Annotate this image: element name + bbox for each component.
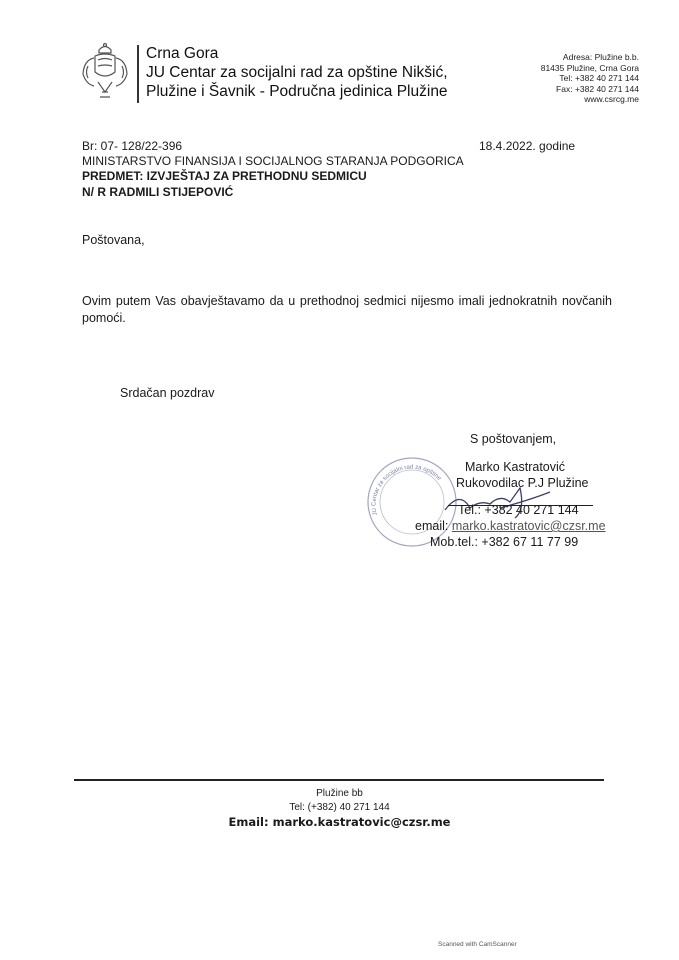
signatory-role: Rukovodilac P.J Plužine [456, 476, 589, 490]
footer [0, 787, 679, 829]
reference-number: Br: 07- 128/22-396 [82, 139, 183, 153]
organization-name: Crna Gora JU Centar za socijalni rad za opštine Nikšić, Plužine i Šavnik - Područna jedinica Plužine [146, 45, 448, 100]
coat-of-arms-icon [80, 42, 130, 102]
website-link[interactable]: www.csrcg.me [584, 94, 639, 104]
letterhead-divider [137, 45, 139, 103]
organization-address: Adresa: Plužine b.b. 81435 Plužine, Crna Gora Tel: +382 40 271 144 Fax: +382 40 271 144 www.csrcg.me [540, 52, 639, 104]
scanner-watermark: Scanned with CamScanner [438, 941, 517, 948]
footer-divider [74, 779, 604, 781]
document-date: 18.4.2022. godine [479, 139, 576, 153]
email-link[interactable]: marko.kastratovic@czsr.me [451, 519, 606, 533]
body-paragraph: Ovim putem Vas obavještavamo da u prethodnoj sedmici nijesmo imali jednokratnih novčanih pomoći. [82, 294, 612, 325]
salutation: Poštovana, [82, 233, 145, 247]
attention-line: N/ R RADMILI STIJEPOVIĆ [82, 185, 234, 199]
stamp-text: JU Centar za socijalni rad za opštine [371, 464, 442, 516]
regards-phrase: S poštovanjem, [470, 432, 557, 446]
subject-line: PREDMET: IZVJEŠTAJ ZA PRETHODNU SEDMICU [82, 169, 367, 183]
signatory-mobile: Mob.tel.: +382 67 11 77 99 [430, 535, 579, 549]
footer-phone: Tel: (+382) 40 271 144 [289, 802, 390, 813]
signatory-email: email: marko.kastratovic@czsr.me [415, 519, 606, 533]
footer-address: Plužine bb [316, 788, 363, 799]
signatory-name: Marko Kastratović [465, 460, 566, 474]
closing-phrase: Srdačan pozdrav [120, 386, 215, 400]
recipient: MINISTARSTVO FINANSIJA I SOCIJALNOG STARANJA PODGORICA [82, 154, 464, 168]
signatory-phone: Tel.: +382 40 271 144 [458, 503, 579, 517]
footer-email: Email: marko.kastratovic@czsr.me [228, 815, 451, 829]
